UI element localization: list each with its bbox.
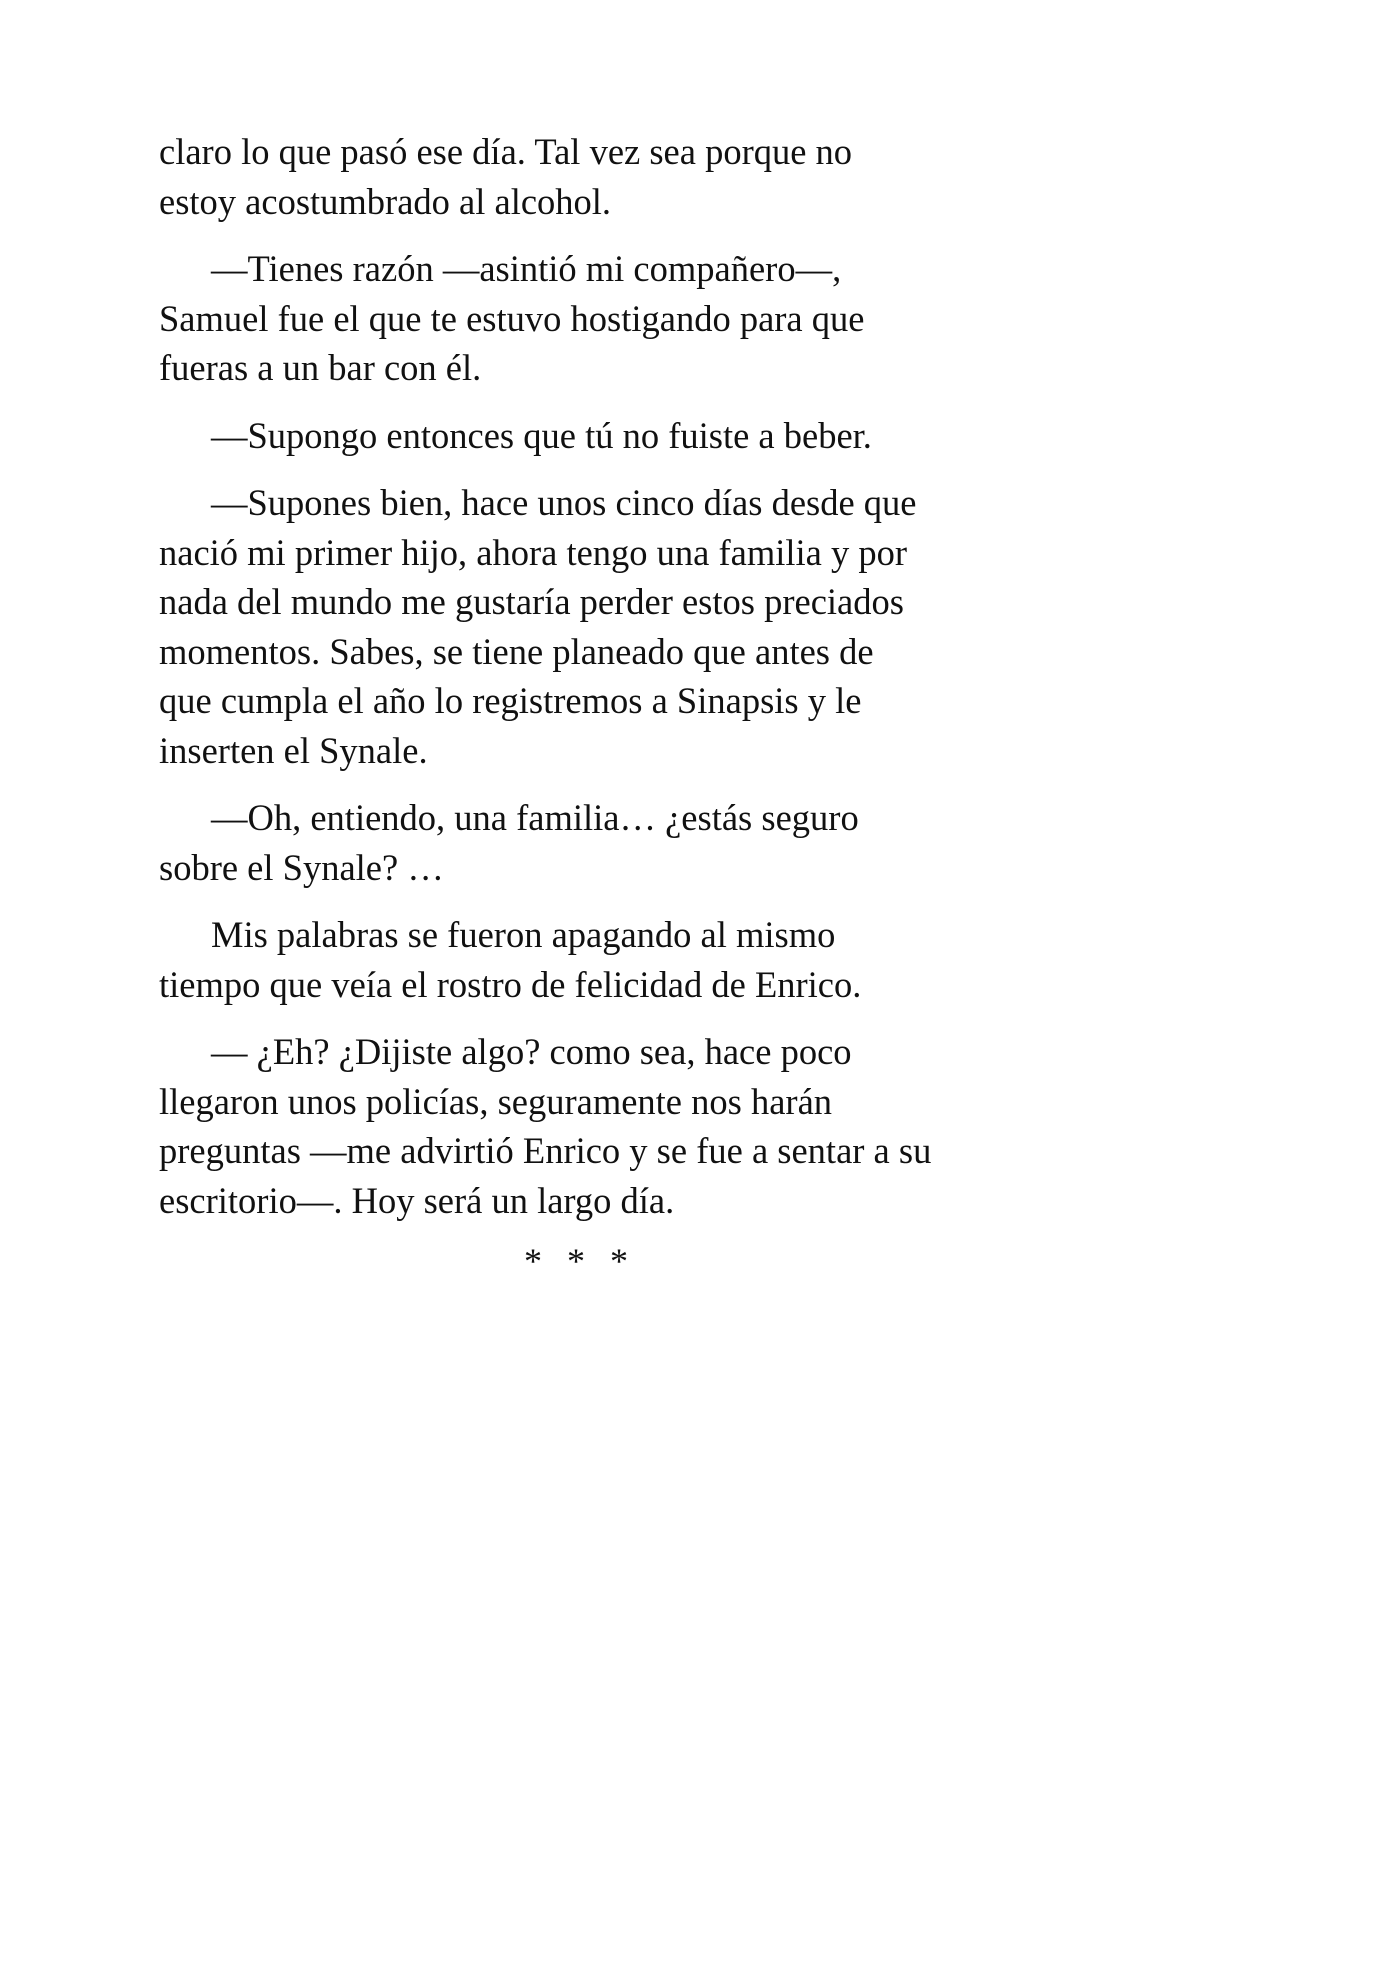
body-text — [159, 127, 959, 1243]
paragraph-dialogue: —Tienes razón —asintió mi compañero—, Samuel fue el que te estuvo hostigando para que fueras a un bar con él. — [159, 248, 865, 388]
paragraph-dialogue: — ¿Eh? ¿Dijiste algo? como sea, hace poco llegaron unos policías, seguramente nos harán preguntas —me advirtió Enrico y se fue a sentar a su escritorio—. Hoy será un largo día. — [159, 1031, 932, 1221]
section-separator: * * * — [524, 1241, 636, 1281]
paragraph-narration: Mis palabras se fueron apagando al mismo tiempo que veía el rostro de felicidad de Enrico. — [159, 914, 862, 1005]
paragraph-dialogue: —Supones bien, hace unos cinco días desde que nació mi primer hijo, ahora tengo una familia y por nada del mundo me gustaría perder estos preciados momentos. Sabes, se tiene planeado que antes de que cumpla el año lo registremos a Sinapsis y le inserten el Synale. — [159, 482, 917, 771]
paragraph-dialogue: —Supongo entonces que tú no fuiste a beber. — [211, 414, 872, 456]
paragraph-continuation: claro lo que pasó ese día. Tal vez sea porque no estoy acostumbrado al alcohol. — [159, 131, 853, 222]
paragraph-dialogue: —Oh, entiendo, una familia… ¿estás seguro sobre el Synale? … — [159, 797, 859, 888]
